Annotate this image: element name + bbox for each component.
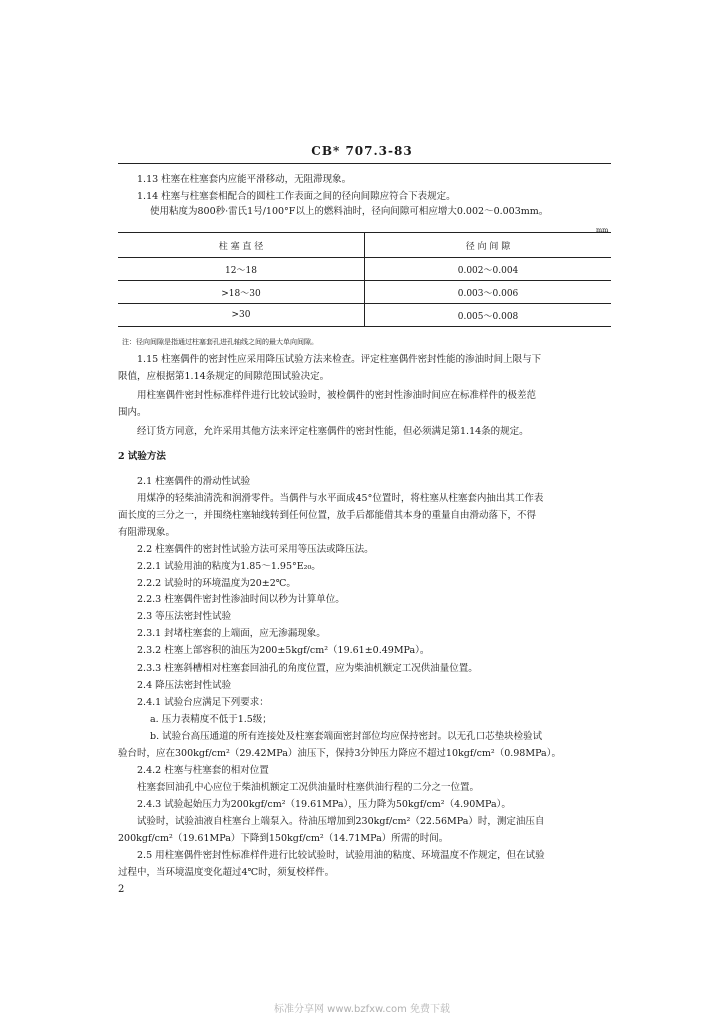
clause-2-4-1-b-line2: 验台时，应在300kgf/cm²（29.42MPa）油压下，保持3分钟压力降应不超过10kgf/cm²（0.98MPa）。	[118, 748, 561, 759]
clearance-table	[118, 232, 611, 327]
table-unit: mm	[596, 226, 609, 234]
clause-2-4-1-b-line1: b. 试验台高压通道的所有连接处及柱塞套端面密封部位均应保持密封。以无孔口芯垫块检验试	[150, 731, 543, 742]
clause-2-4-1: 2.4.1 试验台应满足下列要求：	[137, 697, 269, 708]
clause-2-4-3-line3: 200kgf/cm²（19.61MPa）下降到150kgf/cm²（14.71MPa）所需的时间。	[118, 833, 449, 844]
clause-2-1-line3: 有阻滞现象。	[118, 527, 176, 538]
clause-1-14: 1.14 柱塞与柱塞套相配合的圆柱工作表面之间的径向间隙应符合下表规定。	[137, 191, 456, 202]
header-rule	[118, 163, 611, 164]
clause-1-13: 1.13 柱塞在柱塞套内应能平滑移动，无阻滞现象。	[137, 174, 352, 185]
table-cell-clearance: 0.003～0.006	[365, 281, 612, 304]
table-note: 注：径向间隙是指通过柱塞套孔进孔轴线之间的最大单向间隙。	[122, 338, 318, 346]
section-2-heading: 2 试验方法	[118, 451, 166, 462]
clause-2-2-2: 2.2.2 试验时的环境温度为20±2℃。	[137, 578, 296, 589]
footer-watermark: 标准分享网 www.bzfxw.com 免费下载	[274, 1004, 450, 1015]
table-row	[118, 281, 611, 304]
clause-2-3-2: 2.3.2 柱塞上部容积的油压为200±5kgf/cm²（19.61±0.49MPa）。	[137, 645, 430, 656]
clause-2-4-2-heading: 2.4.2 柱塞与柱塞套的相对位置	[137, 765, 269, 776]
clause-2-2-1: 2.2.1 试验用油的粘度为1.85～1.95°E₂₀。	[137, 561, 321, 572]
table-cell-clearance: 0.005～0.008	[365, 304, 612, 327]
clause-2-4-3: 2.4.3 试验起始压力为200kgf/cm²（19.61MPa），压力降为50kgf/cm²（4.90MPa）。	[137, 799, 511, 810]
clause-2-2: 2.2 柱塞偶件的密封性试验方法可采用等压法或降压法。	[137, 544, 374, 555]
clause-2-5-line2: 过程中，当环境温度变化超过4℃时，须复校样件。	[118, 867, 335, 878]
clause-2-2-3: 2.2.3 柱塞偶件密封性渗油时间以秒为计算单位。	[137, 594, 345, 605]
clause-1-15-para2-line1: 用柱塞偶件密封性标准样件进行比较试验时，被检偶件的密封性渗油时间应在标准样件的极差范	[137, 390, 537, 401]
clause-2-4-heading: 2.4 降压法密封性试验	[137, 680, 232, 691]
table-cell-diameter: >30	[118, 304, 365, 327]
clause-1-15-line1: 1.15 柱塞偶件的密封性应采用降压试验方法来检查。评定柱塞偶件密封性能的渗油时间上限与下	[137, 354, 542, 365]
table-row	[118, 258, 611, 281]
table-header-clearance: 径 向 间 隙	[365, 233, 612, 258]
page-number: 2	[118, 884, 125, 895]
clause-2-1-heading: 2.1 柱塞偶件的滑动性试验	[137, 476, 251, 487]
clause-1-15-para3: 经订货方同意，允许采用其他方法来评定柱塞偶件的密封性能，但必须满足第1.14条的规定。	[137, 426, 529, 437]
standard-code-header: CB* 707.3-83	[311, 144, 413, 158]
clause-2-1-line2: 面长度的三分之一，并围绕柱塞轴线转到任何位置，放手后都能借其本身的重量自由滑动落下，不得	[118, 510, 537, 521]
clause-2-3-3: 2.3.3 柱塞斜槽相对柱塞套回油孔的角度位置，应为柴油机额定工况供油量位置。	[137, 663, 478, 674]
clause-2-3-heading: 2.3 等压法密封性试验	[137, 611, 232, 622]
clause-2-5-line1: 2.5 用柱塞偶件密封性标准样件进行比较试验时，试验用油的粘度、环境温度不作规定，但在试验	[137, 850, 545, 861]
clause-2-4-3-line2: 试验时，试验油液自柱塞台上端泵入。待油压增加到230kgf/cm²（22.56MPa）时，测定油压自	[137, 816, 545, 827]
clause-2-4-2-body: 柱塞套回油孔中心应位于柴油机额定工况供油量时柱塞供油行程的二分之一位置。	[137, 782, 480, 793]
table-header-diameter: 柱 塞 直 径	[118, 233, 365, 258]
clause-2-1-line1: 用煤净的轻柴油清洗和润滑零件。当偶件与水平面成45°位置时，将柱塞从柱塞套内抽出其工作表	[137, 493, 544, 504]
clause-1-15-line2: 限值，应根据第1.14条规定的间隙范围试验决定。	[118, 371, 330, 382]
table-cell-diameter: >18～30	[118, 281, 365, 304]
table-cell-diameter: 12～18	[118, 258, 365, 281]
clause-1-15-para2-line2: 围内。	[118, 407, 147, 418]
table-header-row	[118, 233, 611, 258]
table-row	[118, 304, 611, 327]
clause-1-14-note: 使用粘度为800秒·雷氏1号/100°F以上的燃料油时，径向间隙可相应增大0.002～0.003mm。	[150, 206, 549, 217]
clause-2-4-1-a: a. 压力表精度不低于1.5级；	[150, 714, 272, 725]
clause-2-3-1: 2.3.1 封堵柱塞套的上端面，应无渗漏现象。	[137, 628, 326, 639]
table-cell-clearance: 0.002～0.004	[365, 258, 612, 281]
